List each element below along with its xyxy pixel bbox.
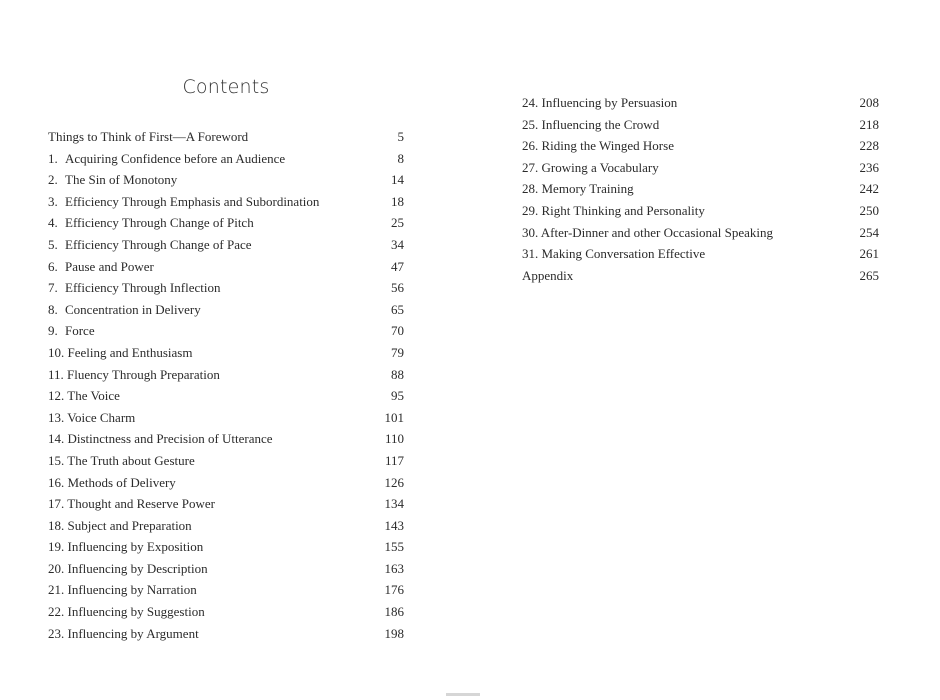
toc-entry-title: Voice Charm xyxy=(67,409,136,425)
toc-entry-title: Influencing by Description xyxy=(67,560,208,576)
toc-entry-page-number: 70 xyxy=(391,323,404,339)
toc-entry[interactable] xyxy=(48,579,404,601)
toc-entry[interactable] xyxy=(48,191,404,213)
toc-entry-label xyxy=(48,234,391,256)
toc-entry-label xyxy=(48,579,385,601)
toc-entry[interactable] xyxy=(48,256,404,278)
toc-entry-number: 31. xyxy=(522,246,539,262)
toc-entry-title: Fluency Through Preparation xyxy=(67,366,220,382)
toc-entry-label xyxy=(48,558,385,580)
toc-entry-label xyxy=(522,178,860,200)
toc-entry-title: Things to Think of First—A Foreword xyxy=(48,129,249,144)
toc-entry-number: 24. xyxy=(522,95,539,110)
toc-entry-label xyxy=(522,114,860,136)
toc-entry-page-number: 228 xyxy=(859,138,879,154)
toc-entry-title: Growing a Vocabulary xyxy=(541,159,659,175)
toc-entry[interactable] xyxy=(48,169,404,191)
toc-entry-title: Efficiency Through Emphasis and Subordination xyxy=(65,193,320,209)
toc-entry-page-number: 110 xyxy=(384,431,404,447)
toc-entry-title: Subject and Preparation xyxy=(67,517,192,533)
toc-entry[interactable] xyxy=(522,178,879,200)
toc-entry-title: Pause and Power xyxy=(65,258,154,274)
toc-entry[interactable] xyxy=(48,299,404,321)
toc-entry-page-number: 208 xyxy=(859,95,879,110)
toc-entry[interactable] xyxy=(48,407,404,429)
toc-entry-label xyxy=(48,472,385,494)
toc-entry[interactable] xyxy=(48,385,404,407)
toc-entry[interactable] xyxy=(522,243,879,265)
toc-entry-page-number: 65 xyxy=(391,301,404,317)
toc-entry-label xyxy=(48,342,391,364)
toc-entry-number: 7. xyxy=(48,280,58,296)
contents-title: Contents xyxy=(182,76,270,98)
toc-entry-number: 21. xyxy=(48,582,65,598)
toc-entry[interactable] xyxy=(48,342,404,364)
toc-entry-label xyxy=(48,212,391,234)
toc-entry-title: The Sin of Monotony xyxy=(65,172,178,188)
toc-entry-title: Efficiency Through Inflection xyxy=(65,280,221,296)
toc-entry-page-number: 101 xyxy=(384,409,404,425)
toc-entry-page-number: 117 xyxy=(384,452,404,468)
toc-entry-page-number: 18 xyxy=(391,193,404,209)
toc-entry-page-number: 218 xyxy=(859,116,879,132)
toc-entry[interactable] xyxy=(48,623,404,645)
toc-entry[interactable] xyxy=(48,320,404,342)
toc-entry[interactable] xyxy=(522,200,879,222)
toc-entry-label xyxy=(522,243,860,265)
toc-entry-title: Concentration in Delivery xyxy=(65,301,201,317)
toc-entry-title: Distinctness and Precision of Utterance xyxy=(67,431,273,447)
toc-entry-title: Methods of Delivery xyxy=(67,474,176,490)
toc-entry-page-number: 236 xyxy=(859,159,879,175)
toc-entry-number: 17. xyxy=(48,496,65,512)
toc-entry-title: Riding the Winged Horse xyxy=(541,138,674,154)
toc-entry-label xyxy=(48,299,391,321)
toc-entry-label xyxy=(48,515,385,537)
toc-entry[interactable] xyxy=(48,493,404,515)
toc-entry-number: 8. xyxy=(48,301,58,317)
toc-entry-number: 2. xyxy=(48,172,58,188)
toc-entry-number: 3. xyxy=(48,193,58,209)
toc-entry[interactable] xyxy=(522,157,879,179)
toc-entry-number: 10. xyxy=(48,344,65,360)
toc-entry[interactable] xyxy=(48,428,404,450)
toc-entry-title: Influencing by Persuasion xyxy=(541,95,678,110)
toc-entry[interactable] xyxy=(48,558,404,580)
toc-entry-number: 23. xyxy=(48,625,65,641)
toc-entry-number: 9. xyxy=(48,323,58,339)
toc-entry-number: 11. xyxy=(48,366,64,382)
toc-entry[interactable] xyxy=(48,601,404,623)
toc-entry-number: 18. xyxy=(48,517,65,533)
toc-entry-page-number: 143 xyxy=(384,517,404,533)
toc-entry-label xyxy=(48,364,391,386)
toc-entry-title: Memory Training xyxy=(541,181,634,197)
toc-entry-number: 15. xyxy=(48,452,65,468)
toc-entry-page-number: 134 xyxy=(384,496,404,512)
toc-entry-number: 5. xyxy=(48,236,58,252)
toc-entry-label xyxy=(48,493,385,515)
toc-entry[interactable] xyxy=(522,92,879,114)
toc-entry-label xyxy=(522,200,860,222)
toc-entry-page-number: 250 xyxy=(859,202,879,218)
toc-entry-label xyxy=(48,126,398,148)
toc-entry-page-number: 242 xyxy=(859,181,879,197)
toc-entry-page-number: 47 xyxy=(391,258,404,274)
toc-entry-number: 4. xyxy=(48,215,58,231)
toc-entry-label xyxy=(48,256,391,278)
toc-entry-label xyxy=(522,135,860,157)
toc-entry[interactable] xyxy=(48,148,404,170)
toc-entry-label xyxy=(522,157,860,179)
toc-entry[interactable] xyxy=(48,450,404,472)
right-page xyxy=(470,0,940,700)
toc-entry-page-number: 88 xyxy=(391,366,404,382)
toc-list-right xyxy=(522,92,879,286)
toc-entry-label xyxy=(48,428,385,450)
toc-entry-number: 13. xyxy=(48,409,65,425)
toc-entry[interactable] xyxy=(48,515,404,537)
toc-entry-title: Influencing by Exposition xyxy=(67,539,204,555)
toc-entry-page-number: 254 xyxy=(859,224,879,240)
toc-entry-page-number: 155 xyxy=(384,539,404,555)
toc-entry-page-number: 126 xyxy=(384,474,404,490)
toc-entry-title: Efficiency Through Change of Pace xyxy=(65,236,252,252)
toc-entry-page-number: 176 xyxy=(384,582,404,598)
toc-entry[interactable] xyxy=(522,114,879,136)
toc-entry[interactable] xyxy=(522,135,879,157)
toc-entry-number: 30. xyxy=(522,224,539,240)
toc-entry-page-number: 163 xyxy=(384,560,404,576)
toc-entry-number: 27. xyxy=(522,159,539,175)
toc-entry[interactable] xyxy=(48,364,404,386)
toc-entry-number: 1. xyxy=(48,150,58,166)
page-scroll-indicator xyxy=(446,693,480,696)
toc-entry-title: Influencing by Narration xyxy=(67,582,197,598)
toc-entry-label xyxy=(522,265,860,287)
toc-entry-title: Making Conversation Effective xyxy=(541,246,706,262)
toc-entry-number: 19. xyxy=(48,539,65,555)
toc-entry[interactable] xyxy=(48,277,404,299)
toc-entry-number: 22. xyxy=(48,604,65,620)
toc-entry-page-number: 8 xyxy=(397,150,404,166)
toc-entry-title: Feeling and Enthusiasm xyxy=(67,344,193,360)
toc-entry-page-number: 198 xyxy=(384,625,404,641)
toc-entry[interactable] xyxy=(48,472,404,494)
toc-entry-label xyxy=(48,169,391,191)
toc-entry-title: The Voice xyxy=(67,388,120,404)
toc-entry-label xyxy=(48,385,391,407)
toc-entry-title: Influencing by Suggestion xyxy=(67,604,205,620)
toc-entry-label xyxy=(48,407,385,429)
toc-entry-page-number: 186 xyxy=(384,604,404,620)
toc-entry[interactable] xyxy=(48,234,404,256)
toc-entry-label xyxy=(48,536,385,558)
toc-entry-number: 16. xyxy=(48,474,65,490)
toc-entry-title: Right Thinking and Personality xyxy=(541,202,705,218)
toc-entry-page-number: 56 xyxy=(391,280,404,296)
toc-entry-label xyxy=(522,92,860,114)
toc-entry-title: The Truth about Gesture xyxy=(67,452,195,468)
toc-entry-number: 25. xyxy=(522,116,539,132)
toc-entry-title: After-Dinner and other Occasional Speaking xyxy=(540,224,774,240)
toc-entry[interactable] xyxy=(48,212,404,234)
toc-entry[interactable] xyxy=(522,222,879,244)
toc-entry-title: Appendix xyxy=(522,267,574,283)
toc-entry-number: 6. xyxy=(48,258,58,274)
toc-entry-title: Acquiring Confidence before an Audience xyxy=(65,150,286,166)
toc-entry-page-number: 261 xyxy=(859,246,879,262)
toc-entry-page-number: 5 xyxy=(397,129,404,144)
toc-entry[interactable] xyxy=(48,126,404,148)
toc-entry-page-number: 265 xyxy=(859,267,879,283)
toc-entry-title: Influencing by Argument xyxy=(67,625,199,641)
toc-entry-page-number: 34 xyxy=(391,236,404,252)
toc-entry-page-number: 14 xyxy=(391,172,404,188)
toc-entry-label xyxy=(48,601,385,623)
toc-entry-title: Thought and Reserve Power xyxy=(67,496,215,512)
toc-entry-number: 14. xyxy=(48,431,65,447)
toc-list-left xyxy=(48,126,404,644)
toc-entry-number: 12. xyxy=(48,388,65,404)
toc-entry[interactable] xyxy=(522,265,879,287)
toc-entry-page-number: 95 xyxy=(391,388,404,404)
toc-entry-number: 29. xyxy=(522,202,539,218)
toc-entry-title: Influencing the Crowd xyxy=(541,116,660,132)
toc-entry-number: 28. xyxy=(522,181,539,197)
toc-entry-page-number: 25 xyxy=(391,215,404,231)
toc-entry-label xyxy=(48,191,391,213)
toc-entry-label xyxy=(48,320,391,342)
toc-entry-label xyxy=(48,450,385,472)
toc-entry-label xyxy=(48,148,398,170)
toc-entry-title: Force xyxy=(65,323,95,339)
toc-entry-page-number: 79 xyxy=(391,344,404,360)
toc-entry-label xyxy=(48,277,391,299)
toc-entry[interactable] xyxy=(48,536,404,558)
toc-entry-title: Efficiency Through Change of Pitch xyxy=(65,215,254,231)
toc-entry-label xyxy=(48,623,385,645)
toc-entry-label xyxy=(522,222,860,244)
toc-entry-number: 26. xyxy=(522,138,539,154)
toc-entry-number: 20. xyxy=(48,560,65,576)
